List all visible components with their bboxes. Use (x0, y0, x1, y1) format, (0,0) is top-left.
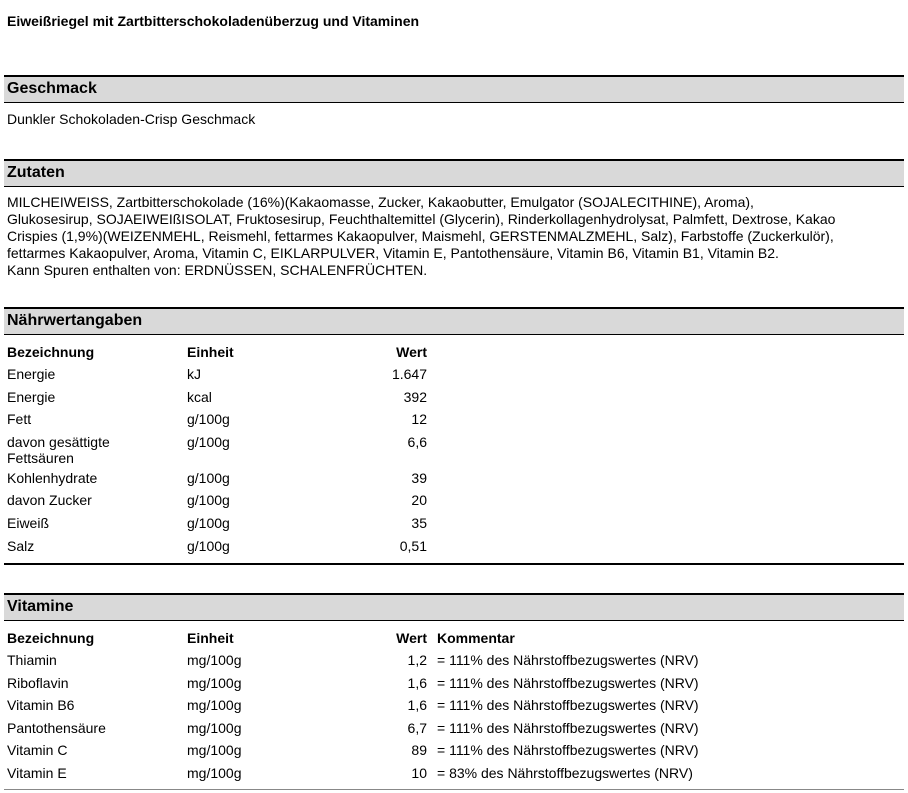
section-header-vitamine (4, 593, 904, 621)
ingredients-text (7, 194, 902, 279)
nutrient-value: 35 (411, 514, 427, 531)
flavor-text: Dunkler Schokoladen-Crisp Geschmack (7, 111, 256, 127)
nutrient-unit: g/100g (187, 514, 230, 531)
table-row (4, 720, 699, 743)
table-row (4, 538, 427, 561)
nutrient-name: davon Zucker (7, 492, 92, 509)
nutrient-unit: g/100g (187, 411, 230, 428)
vitamin-comment: = 111% des Nährstoffbezugswertes (NRV) (437, 742, 699, 759)
table-row (4, 366, 427, 389)
col-header-wert: Wert (396, 344, 427, 360)
section-header-zutaten (4, 159, 904, 187)
nutrient-value: 0,51 (399, 537, 427, 554)
vitamin-value: 89 (411, 742, 427, 759)
col-header-kommentar: Kommentar (437, 630, 515, 646)
vitamin-name: Vitamin B6 (7, 697, 75, 714)
section-title-geschmack: Geschmack (7, 80, 97, 97)
nutrient-name: davon gesättigte Fettsäuren (7, 433, 110, 466)
table-row (4, 697, 699, 720)
table-row (4, 492, 427, 515)
vitamin-name: Thiamin (7, 652, 57, 668)
col-header-bezeichnung: Bezeichnung (7, 344, 95, 360)
nutrient-name: Eiweiß (7, 514, 50, 531)
table-row (4, 652, 699, 675)
nutrient-value: 12 (411, 411, 427, 428)
vitamin-unit: mg/100g (187, 697, 242, 714)
vitamin-unit: mg/100g (187, 764, 242, 781)
vitamins-table-header (4, 630, 699, 652)
vitamin-value: 1,6 (407, 674, 427, 691)
vitamin-unit: mg/100g (187, 742, 242, 759)
vitamin-comment: = 111% des Nährstoffbezugswertes (NRV) (437, 697, 699, 714)
nutrient-name: Salz (7, 537, 35, 554)
nutrient-name: Kohlenhydrate (7, 469, 98, 486)
col-header-einheit: Einheit (187, 630, 234, 646)
nutrient-value: 39 (411, 469, 427, 486)
vitamin-comment: = 111% des Nährstoffbezugswertes (NRV) (437, 674, 699, 691)
nutrient-name: Energie (7, 366, 56, 382)
vitamin-value: 1,6 (407, 697, 427, 714)
vitamin-value: 1,2 (407, 652, 427, 668)
vitamin-value: 10 (411, 764, 427, 781)
table-row (4, 515, 427, 538)
col-header-bezeichnung: Bezeichnung (7, 630, 95, 646)
nutrient-unit: g/100g (187, 537, 230, 554)
col-header-einheit: Einheit (187, 344, 234, 360)
vitamin-name: Vitamin E (7, 764, 67, 781)
table-row (4, 742, 699, 765)
nutrient-value: 392 (403, 388, 427, 405)
ingredients-line: Glukosesirup, SOJAEIWEIßISOLAT, Fruktosesirup, Feuchthaltemittel (Glycerin), Rinderkollagenhydrolysat, Palmfett, Dextrose, Kakao (7, 211, 836, 227)
nutrient-unit: g/100g (187, 492, 230, 509)
vitamins-table (4, 630, 699, 788)
nutrition-table-header (4, 344, 427, 366)
vitamin-name: Pantothensäure (7, 719, 106, 736)
vitamins-bottom-rule (4, 789, 904, 790)
section-header-geschmack (4, 75, 904, 103)
ingredients-line: Kann Spuren enthalten von: ERDNÜSSEN, SCHALENFRÜCHTEN. (7, 262, 428, 278)
vitamin-name: Riboflavin (7, 674, 69, 691)
table-row (4, 389, 427, 412)
table-row (4, 411, 427, 434)
vitamin-unit: mg/100g (187, 652, 242, 668)
vitamin-unit: mg/100g (187, 674, 242, 691)
vitamin-comment: = 111% des Nährstoffbezugswertes (NRV) (437, 652, 699, 668)
ingredients-line: MILCHEIWEISS, Zartbitterschokolade (16%)(Kakaomasse, Zucker, Kakaobutter, Emulgator (SOJALECITHINE), Aroma), (7, 194, 754, 210)
product-title: Eiweißriegel mit Zartbitterschokoladenüberzug und Vitaminen (7, 13, 420, 29)
table-row (4, 765, 699, 788)
section-title-naehrwerte: Nährwertangaben (7, 312, 143, 329)
vitamin-comment: = 83% des Nährstoffbezugswertes (NRV) (437, 764, 693, 781)
table-row (4, 675, 699, 698)
vitamin-name: Vitamin C (7, 742, 68, 759)
section-title-vitamine: Vitamine (7, 598, 74, 615)
nutrition-table (4, 344, 427, 560)
nutrient-unit: kJ (187, 366, 201, 382)
col-header-wert: Wert (396, 630, 427, 646)
section-title-zutaten: Zutaten (7, 164, 65, 181)
nutrient-value: 20 (411, 492, 427, 509)
vitamin-comment: = 111% des Nährstoffbezugswertes (NRV) (437, 719, 699, 736)
nutrient-name: Fett (7, 411, 32, 428)
nutrient-value: 1.647 (391, 366, 427, 382)
nutrient-value: 6,6 (407, 433, 427, 450)
nutrition-bottom-rule (4, 563, 904, 565)
nutrient-name: Energie (7, 388, 56, 405)
vitamin-unit: mg/100g (187, 719, 242, 736)
ingredients-line: fettarmes Kakaopulver, Aroma, Vitamin C, EIKLARPULVER, Vitamin E, Pantothensäure, Vitamin B6, Vitamin B1, Vitamin B2. (7, 245, 779, 261)
nutrient-unit: kcal (187, 388, 212, 405)
ingredients-line: Crispies (1,9%)(WEIZENMEHL, Reismehl, fettarmes Kakaopulver, Maismehl, GERSTENMALZMEHL, Salz), Farbstoffe (Zuckerkulör), (7, 228, 834, 244)
vitamin-value: 6,7 (407, 719, 427, 736)
nutrient-unit: g/100g (187, 469, 230, 486)
section-header-naehrwerte (4, 307, 904, 335)
table-row (4, 470, 427, 493)
table-row (4, 434, 427, 470)
nutrient-unit: g/100g (187, 433, 230, 450)
